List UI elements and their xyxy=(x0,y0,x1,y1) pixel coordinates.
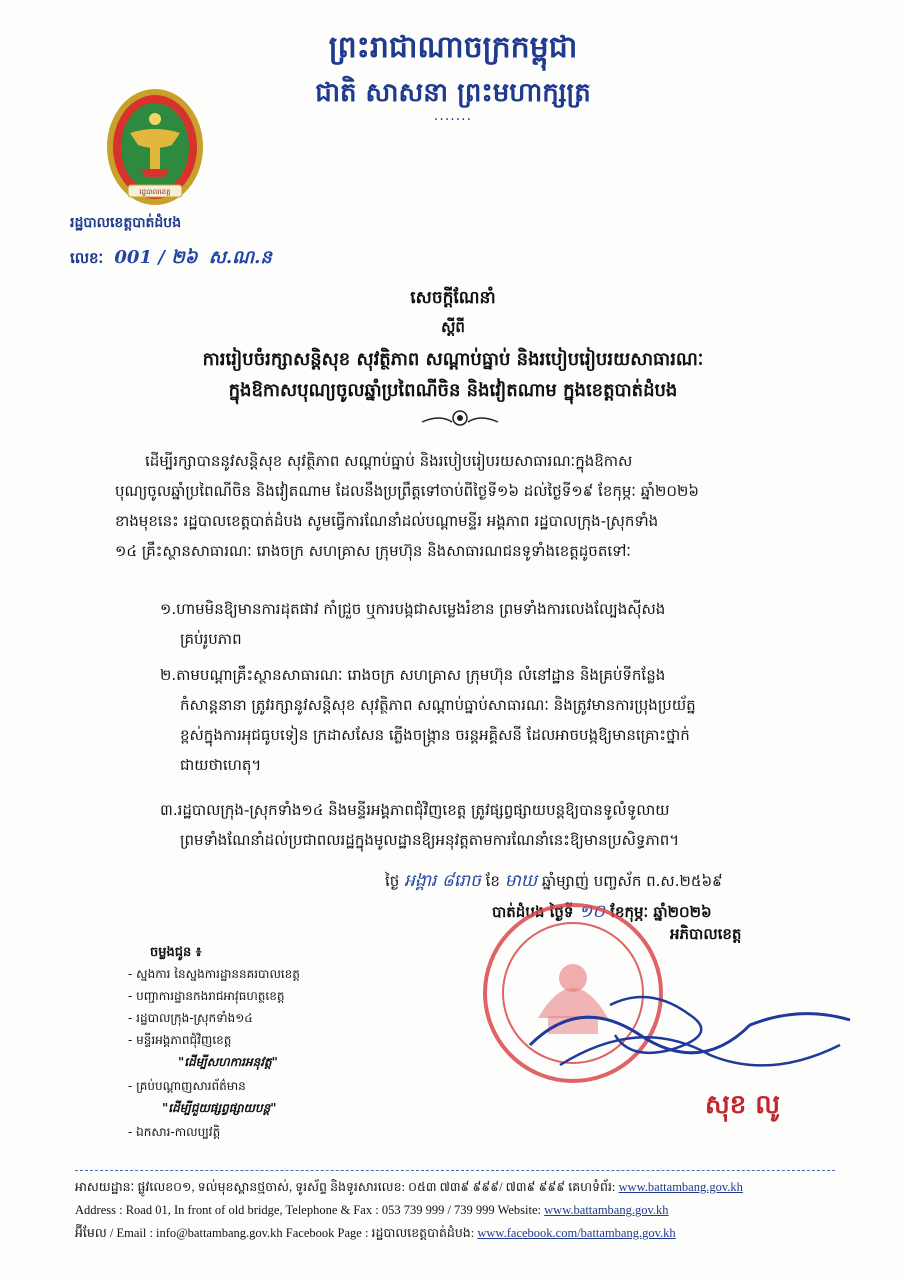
item-1-line-2: គ្រប់រូបភាព xyxy=(180,630,242,648)
lunar-day: អង្គារ ៨រោច xyxy=(404,871,481,891)
solar-prefix: បាត់ដំបង ថ្ងៃទី xyxy=(492,903,574,921)
item-2-line-2: កំសាន្តនានា ត្រូវរក្សានូវសន្តិសុខ សុវត្ថិភាព សណ្តាប់ធ្នាប់សាធារណៈ និងត្រូវមានការប្រុងប្រយ័ត្ន xyxy=(180,696,696,714)
footer-address-en-text: Address : Road 01, In front of old bridge, Telephone & Fax : 053 739 999 / 739 999 Website: xyxy=(75,1203,542,1217)
cc-note-disseminate: "ដើម្បីជួយផ្សព្វផ្សាយបន្ត" xyxy=(162,1101,277,1115)
item-2-line-1: ២.តាមបណ្តាគ្រឹះស្ថានសាធារណៈ រោងចក្រ សហគ្រាស ក្រុមហ៊ុន លំនៅដ្ឋាន និងគ្រប់ទីកន្លែង xyxy=(160,666,666,684)
subject-line-1: ការរៀបចំរក្សាសន្តិសុខ សុវត្ថិភាព សណ្តាប់ធ្នាប់ និងរបៀបរៀបរយសាធារណៈ xyxy=(202,349,704,370)
subject-line-2: ក្នុងឱកាសបុណ្យចូលឆ្នាំប្រពៃណីចិន និងវៀតណាម ក្នុងខេត្តបាត់ដំបង xyxy=(228,380,678,401)
cc-line-6: - ឯកសារ-កាលប្បវត្តិ xyxy=(128,1125,221,1139)
footer-address-km-text: អាសយដ្ឋានៈ ផ្លូវលេខ០១, ទល់មុខស្ពានថ្មចាស់, ទូរស័ព្ទ និងទូរសារលេខ: ០៥៣ ៧៣៩ ៩៩៩/ ៧៣៩ ៩៩៩ គេហទំព័រ: xyxy=(75,1180,616,1194)
cc-note-cooperate: "ដើម្បីសហការអនុវត្ត" xyxy=(178,1055,278,1069)
intro-line-3: ខាងមុខនេះ រដ្ឋបាលខេត្តបាត់ដំបង សូមធ្វើការណែនាំដល់បណ្តាមន្ទីរ អង្គភាព រដ្ឋបាលក្រុង-ស្រុកទាំង xyxy=(115,512,659,530)
governor-title: អភិបាលខេត្ត xyxy=(670,925,742,943)
footer-address-en xyxy=(75,1203,669,1218)
reference-number xyxy=(70,245,272,272)
item-2-line-4: ជាយថាហេតុ។ xyxy=(180,756,262,774)
item-3-line-2: ព្រមទាំងណែនាំដល់ប្រជាពលរដ្ឋក្នុងមូលដ្ឋានឱ្យអនុវត្តតាមការណែនាំនេះឱ្យមានប្រសិទ្ធភាព។ xyxy=(180,831,680,849)
footer-contact-text: អ៊ីមែល / Email : info@battambang.gov.kh Facebook Page : រដ្ឋបាលខេត្តបាត់ដំបង: xyxy=(75,1226,475,1240)
provincial-emblem xyxy=(100,85,210,215)
emblem-pedestal xyxy=(150,147,160,169)
emblem-caption: រដ្ឋបាលខេត្ត xyxy=(139,188,171,196)
intro-line-2: បុណ្យចូលឆ្នាំប្រពៃណីចិន និងវៀតណាម ដែលនឹងប្រព្រឹត្តទៅចាប់ពីថ្ងៃទី១៦ ដល់ថ្ងៃទី១៩ ខែកុម្ភៈ ឆ្នាំ២០២៦ xyxy=(115,482,699,500)
emblem-sun xyxy=(149,113,161,125)
website-link-1[interactable]: www.battambang.gov.kh xyxy=(618,1180,743,1194)
cc-line-5: - គ្រប់បណ្តាញសារព័ត៌មាន xyxy=(128,1079,246,1093)
footer-contact xyxy=(75,1226,676,1244)
kingdom-title: ព្រះរាជាណាចក្រកម្ពុជា xyxy=(328,30,578,65)
lunar-prefix: ថ្ងៃ xyxy=(385,872,400,890)
item-1-line-1: ១.ហាមមិនឱ្យមានការដុតផាវ កាំជ្រួច ឬការបង្កជាសម្លេងរំខាន ព្រមទាំងការលេងល្បែងស៊ីសង xyxy=(160,600,666,618)
cc-title: ចម្លងជូន ៖ xyxy=(150,945,202,960)
item-2-line-3: ខ្ពស់ក្នុងការអុជធូបទៀន ក្រដាសសែន ភ្លើងចង្រ្កាន ចរន្តអគ្គិសនី ដែលអាចបង្កឱ្យមានគ្រោះថ្នាក់ xyxy=(180,726,690,744)
intro-line-1: ដើម្បីរក្សាបាននូវសន្តិសុខ សុវត្ថិភាព សណ្តាប់ធ្នាប់ និងរបៀបរៀបរយសាធារណៈក្នុងឱកាស xyxy=(145,452,633,470)
title-ornament xyxy=(420,404,500,434)
footer-divider xyxy=(75,1170,835,1171)
cc-line-4: - មន្ទីរអង្គភាពជុំវិញខេត្ត xyxy=(128,1033,232,1047)
lunar-month-label: ខែ xyxy=(485,872,500,890)
document-type: សេចក្តីណែនាំ xyxy=(410,288,496,308)
signer-name: សុខ លូ xyxy=(705,1090,781,1120)
lunar-date xyxy=(385,870,723,895)
national-motto: ជាតិ សាសនា ព្រះមហាក្សត្រ xyxy=(315,78,591,108)
header-divider: ······· xyxy=(433,112,473,128)
ref-label: លេខៈ xyxy=(70,249,104,267)
intro-line-4: ១៤ គ្រឹះស្ថានសាធារណៈ រោងចក្រ សហគ្រាស ក្រុមហ៊ុន និងសាធារណជនទូទាំងខេត្តដូចតទៅៈ xyxy=(115,542,631,560)
facebook-link[interactable]: www.facebook.com/battambang.gov.kh xyxy=(477,1226,676,1240)
governor-signature xyxy=(520,975,860,1085)
issuing-authority: រដ្ឋបាលខេត្តបាត់ដំបង xyxy=(70,215,182,231)
document-about: ស្តីពី xyxy=(441,318,465,336)
lunar-month: មាឃ xyxy=(504,871,538,891)
item-3-line-1: ៣.រដ្ឋបាលក្រុង-ស្រុកទាំង១៤ និងមន្ទីរអង្គភាពជុំវិញខេត្ត ត្រូវផ្សព្វផ្សាយបន្តឱ្យបានទូលំទូលាយ xyxy=(160,801,670,819)
website-link-2[interactable]: www.battambang.gov.kh xyxy=(544,1203,669,1217)
lunar-suffix: ឆ្នាំម្សាញ់ បញ្ចស័ក ព.ស.២៥៦៩ xyxy=(541,872,723,890)
footer-address-km xyxy=(75,1180,743,1198)
solar-suffix: ខែកុម្ភៈ ឆ្នាំ២០២៦ xyxy=(610,903,712,921)
solar-day: ១០ xyxy=(578,901,606,922)
cc-line-1: - ស្នងការ នៃស្នងការដ្ឋាននគរបាលខេត្ត xyxy=(128,967,300,981)
cc-line-2: - បញ្ជាការដ្ឋានកងរាជអាវុធហត្ថខេត្ត xyxy=(128,989,285,1003)
ref-suffix: ស.ណ.ន xyxy=(208,247,272,268)
ref-number: 001 / ២៦ xyxy=(114,247,198,268)
cc-line-3: - រដ្ឋបាលក្រុង-ស្រុកទាំង១៤ xyxy=(128,1011,253,1025)
